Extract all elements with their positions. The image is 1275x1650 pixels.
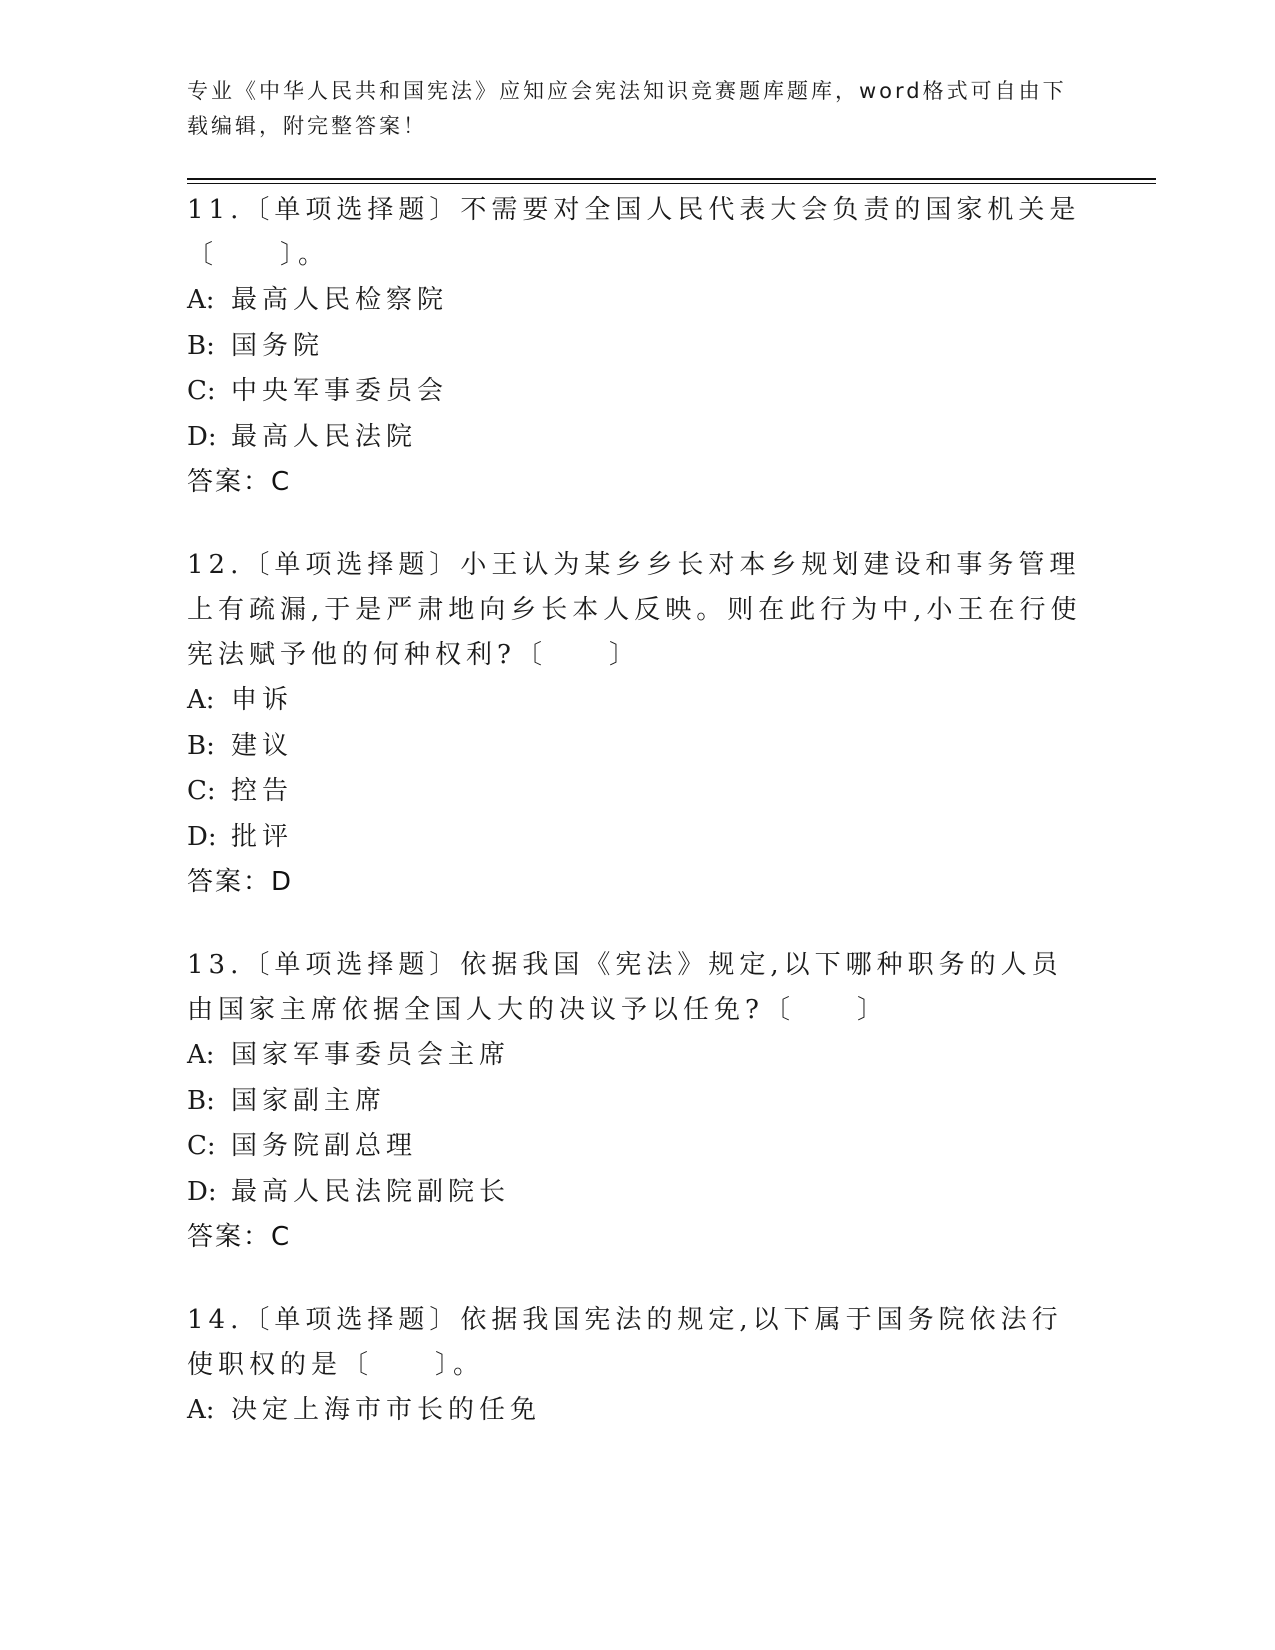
option-a (187, 1388, 1087, 1434)
option-key: B: (187, 1085, 215, 1116)
question-stem: 13.〔单项选择题〕依据我国《宪法》规定,以下哪种职务的人员由国家主席依据全国人大的决议予以任免?〔 〕 (187, 950, 1063, 1025)
option-text: 控告 (231, 776, 294, 806)
option-a (187, 1033, 1087, 1079)
option-key: D: (187, 1176, 217, 1207)
question-12 (187, 543, 1087, 905)
option-c (187, 1124, 1087, 1170)
option-text: 建议 (231, 730, 294, 761)
option-b (187, 724, 1087, 770)
option-key: A: (187, 1040, 215, 1070)
option-text: 国家军事委员会主席 (231, 1040, 511, 1070)
question-11 (187, 188, 1087, 505)
option-text: 申诉 (231, 685, 294, 715)
option-d (187, 1170, 1087, 1216)
option-key: A: (187, 1395, 215, 1425)
option-c (187, 769, 1087, 815)
question-13 (187, 943, 1087, 1260)
question-stem: 11.〔单项选择题〕不需要对全国人民代表大会负责的国家机关是〔 〕。 (187, 195, 1081, 270)
option-text: 批评 (231, 821, 294, 852)
option-text: 中央军事委员会 (231, 376, 449, 406)
question-stem: 14.〔单项选择题〕依据我国宪法的规定,以下属于国务院依法行使职权的是〔 〕。 (187, 1305, 1063, 1380)
option-a (187, 678, 1087, 724)
question-list (187, 188, 1087, 1472)
option-key: D: (187, 821, 217, 852)
option-c (187, 369, 1087, 415)
header-divider-thin (187, 183, 1156, 184)
option-key: A: (187, 285, 215, 315)
option-text: 决定上海市市长的任免 (231, 1395, 542, 1425)
answer-line: 答案：C (187, 467, 292, 497)
option-text: 国务院副总理 (231, 1131, 418, 1161)
option-key: B: (187, 330, 215, 361)
option-key: C: (187, 1131, 216, 1161)
answer-line: 答案：C (187, 1222, 292, 1252)
header-divider (187, 178, 1156, 180)
option-b (187, 1079, 1087, 1125)
option-text: 最高人民法院 (231, 421, 418, 452)
document-header: 专业《中华人民共和国宪法》应知应会宪法知识竞赛题库题库，word格式可自由下载编辑，附完整答案！ (187, 79, 1067, 138)
option-key: C: (187, 376, 216, 406)
option-key: D: (187, 421, 217, 452)
answer-line: 答案：D (187, 867, 294, 897)
option-text: 国务院 (231, 330, 325, 361)
option-text: 国家副主席 (231, 1085, 387, 1116)
option-key: A: (187, 685, 215, 715)
question-14 (187, 1298, 1087, 1434)
option-d (187, 815, 1087, 861)
question-stem: 12.〔单项选择题〕小王认为某乡乡长对本乡规划建设和事务管理上有疏漏,于是严肃地向乡长本人反映。则在此行为中,小王在行使宪法赋予他的何种权利?〔 〕 (187, 550, 1082, 670)
option-d (187, 415, 1087, 461)
option-text: 最高人民检察院 (231, 285, 449, 315)
option-key: C: (187, 776, 216, 806)
option-b (187, 324, 1087, 370)
option-key: B: (187, 730, 215, 761)
option-a (187, 278, 1087, 324)
option-text: 最高人民法院副院长 (231, 1176, 511, 1207)
